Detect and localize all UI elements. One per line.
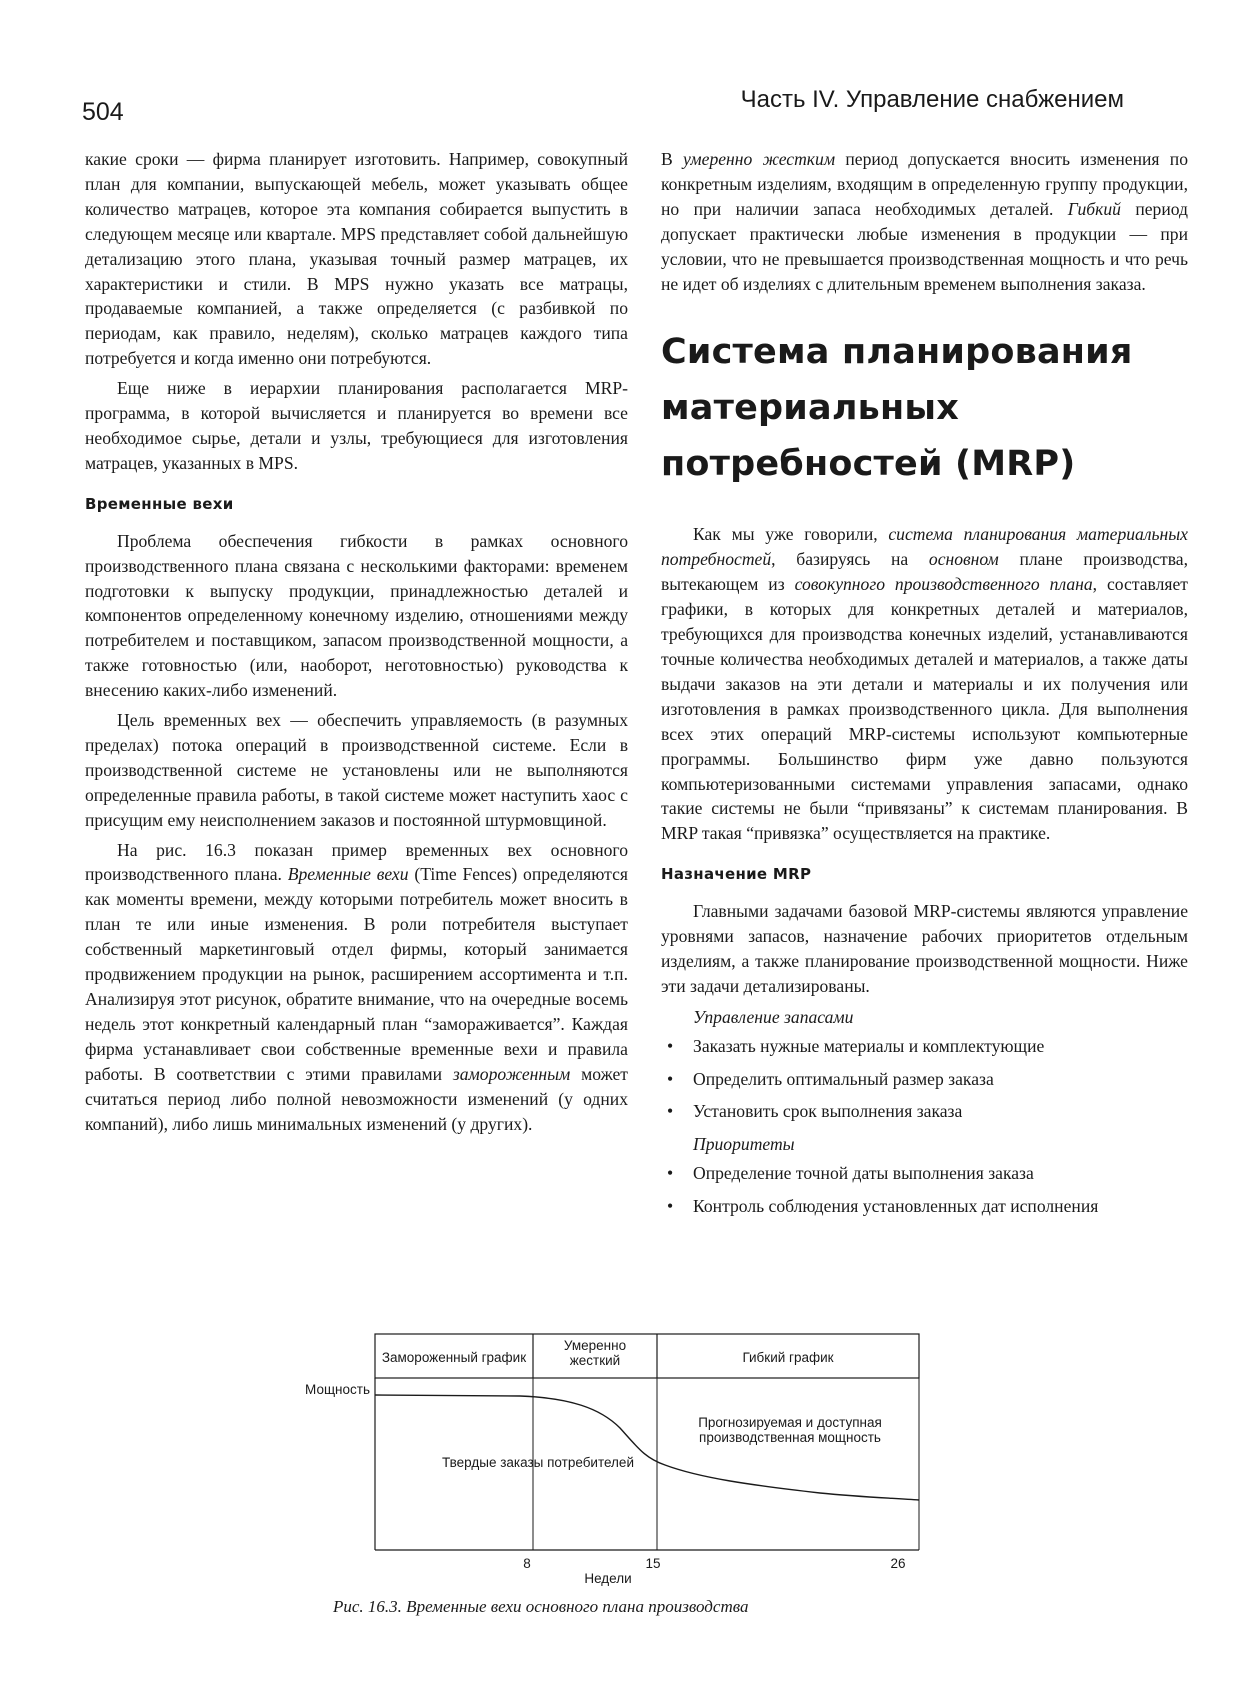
paragraph <box>661 147 1188 296</box>
paragraph: какие сроки — фирма планирует изготовить. Например, совокупный план для компании, выпускающей мебель, может указывать общее количество матрацев, которое эта компания собирается выпустить в следующем месяце или квартале. MPS представляет собой дальнейшую детализацию этого плана, указывая точный размер матрацев, их характеристики и стили. В MPS нужно указать все матрацы, продаваемые компанией, а также определяется (с разбивкой по периодам, как правило, неделям), сколько матрацев каждого типа потребуется и когда именно они потребуются. <box>85 149 628 369</box>
text-run: период допускает практически любые изменения в продукции — при условии, что не превышается производственная мощность и что речь не идет об изделиях с длительным временем выполнения заказа. <box>661 198 1189 294</box>
emphasis: Гибкий <box>1067 198 1121 219</box>
zone-moderate-label: Умеренно <box>563 1338 627 1353</box>
figure-diagram <box>305 1320 980 1590</box>
firm-orders-label: Твердые заказы потребителей <box>442 1455 634 1470</box>
forecast-label: производственная мощность <box>699 1430 881 1445</box>
zone-frozen-label: Замороженный график <box>381 1350 527 1365</box>
emphasis: Временные вехи <box>287 864 409 885</box>
text-run: период допускается вносить изменения по конкретным изделиям, входящим в определенную группу продукции, но при наличии запаса необходимых деталей. <box>661 149 1188 219</box>
text-run: , базируясь на <box>771 549 929 570</box>
list-item: • Определить оптимальный размер заказа <box>661 1067 1188 1092</box>
emphasis: совокупного производственного плана <box>794 574 1093 595</box>
paragraph: Главными задачами базовой MRP-системы являются управление уровнями запасов, назначение рабочих приоритетов отдельным изделиям, а также планирование производственной мощности. Ниже эти задачи детализированы. <box>661 901 1188 996</box>
paragraph <box>85 838 628 1137</box>
bullet-list <box>661 1034 1188 1125</box>
emphasis: умеренно жестким <box>683 149 836 169</box>
text-run: В <box>661 149 684 169</box>
bullet-list <box>661 1161 1188 1219</box>
right-column <box>661 147 1188 1227</box>
text-run: плане производства, вытекающем из <box>661 549 1188 595</box>
page-number: 504 <box>82 98 124 126</box>
emphasis: система планирования материальных потребностей <box>661 524 1188 570</box>
x-axis-label: Недели <box>584 1571 632 1586</box>
list-item: • Установить срок выполнения заказа <box>661 1099 1188 1124</box>
subsection-heading: Назначение MRP <box>661 865 812 884</box>
paragraph: Цель временных вех — обеспечить управляемость (в разумных пределах) потока операций в производственной системе. Если в производственной системе не установлены или не выполняются определенные правила работы, в такой системе может наступить хаос с присущим ему неисполнением заказов и постоянной штурмовщиной. <box>85 710 628 830</box>
zone-moderate-label: жесткий <box>569 1353 621 1368</box>
tick-label: 15 <box>645 1556 661 1571</box>
list-item: • Определение точной даты выполнения заказа <box>661 1161 1188 1186</box>
paragraph: Еще ниже в иерархии планирования располагается MRP-программа, в которой вычисляется и планируется во времени все необходимое сырье, детали и узлы, требующиеся для изготовления матрацев, указанных в MPS. <box>85 378 628 473</box>
paragraph <box>661 522 1188 846</box>
list-item: • Заказать нужные материалы и комплектующие <box>661 1034 1188 1059</box>
y-axis-label: Мощность <box>305 1382 370 1397</box>
forecast-label: Прогнозируемая и доступная <box>698 1415 882 1430</box>
figure-caption: Рис. 16.3. Временные вехи основного плана производства <box>333 1597 749 1616</box>
zone-flexible-label: Гибкий график <box>742 1350 834 1365</box>
emphasis: основном <box>928 549 999 570</box>
text-run: Как мы уже говорили, <box>693 524 889 545</box>
text-run: На рис. 16.3 показан пример временных вех основного производственного плана. <box>85 839 628 885</box>
text-run: (Time Fences) определяются как моменты времени, между которыми потребитель может вносить в план те или иные изменения. В роли потребителя выступает собственный маркетинговый отдел фирмы, который занимается продвижением продукции на рынок, расширением ассортимента и т.п. Анализируя этот рисунок, обратите внимание, что на очередные восемь недель этот конкретный календарный план “замораживается”. Каждая фирма устанавливает свои собственные временные вехи и правила работы. В соответствии с этими правилами <box>85 864 628 1084</box>
left-column <box>85 147 628 1136</box>
list-caption: Приоритеты <box>693 1134 795 1155</box>
emphasis: замороженным <box>452 1063 571 1084</box>
paragraph: Проблема обеспечения гибкости в рамках основного производственного плана связана с несколькими факторами: временем подготовки к выпуску продукции, принадлежностью деталей и компонентов определенному конечному изделию, отношениями между потребителем и поставщиком, запасом производственной мощности, а также готовностью (или, наоборот, неготовностью) руководства к внесению каких-либо изменений. <box>85 530 628 701</box>
section-title: Система планирования материальных потребностей (MRP) <box>661 332 1133 485</box>
list-item: • Контроль соблюдения установленных дат исполнения <box>661 1194 1188 1219</box>
running-head: Часть IV. Управление снабжением <box>740 86 1124 113</box>
list-caption: Управление запасами <box>693 1006 854 1027</box>
subsection-heading: Временные вехи <box>85 494 234 513</box>
figure-time-fences <box>305 1320 980 1590</box>
text-run: может считаться период либо полной невозможности изменений (у одних компаний), либо лишь минимальных изменений (у других). <box>85 1063 628 1134</box>
tick-label: 26 <box>890 1556 906 1571</box>
text-run: , составляет графики, в которых для конкретных деталей и материалов, требующихся для производства конечных изделий, устанавливаются точные количества необходимых деталей и материалов, а также даты выдачи заказов на эти детали и материалы и их получения или изготовления в рамках производственного цикла. Для выполнения всех этих операций MRP-системы используют компьютерные программы. Большинство фирм уже давно пользуются компьютеризованными системами управления запасами, однако такие системы не были “привязаны” к системам планирования. В MRP такая “привязка” осуществляется на практике. <box>661 574 1188 844</box>
tick-label: 8 <box>523 1556 531 1571</box>
capacity-curve <box>375 1395 919 1500</box>
